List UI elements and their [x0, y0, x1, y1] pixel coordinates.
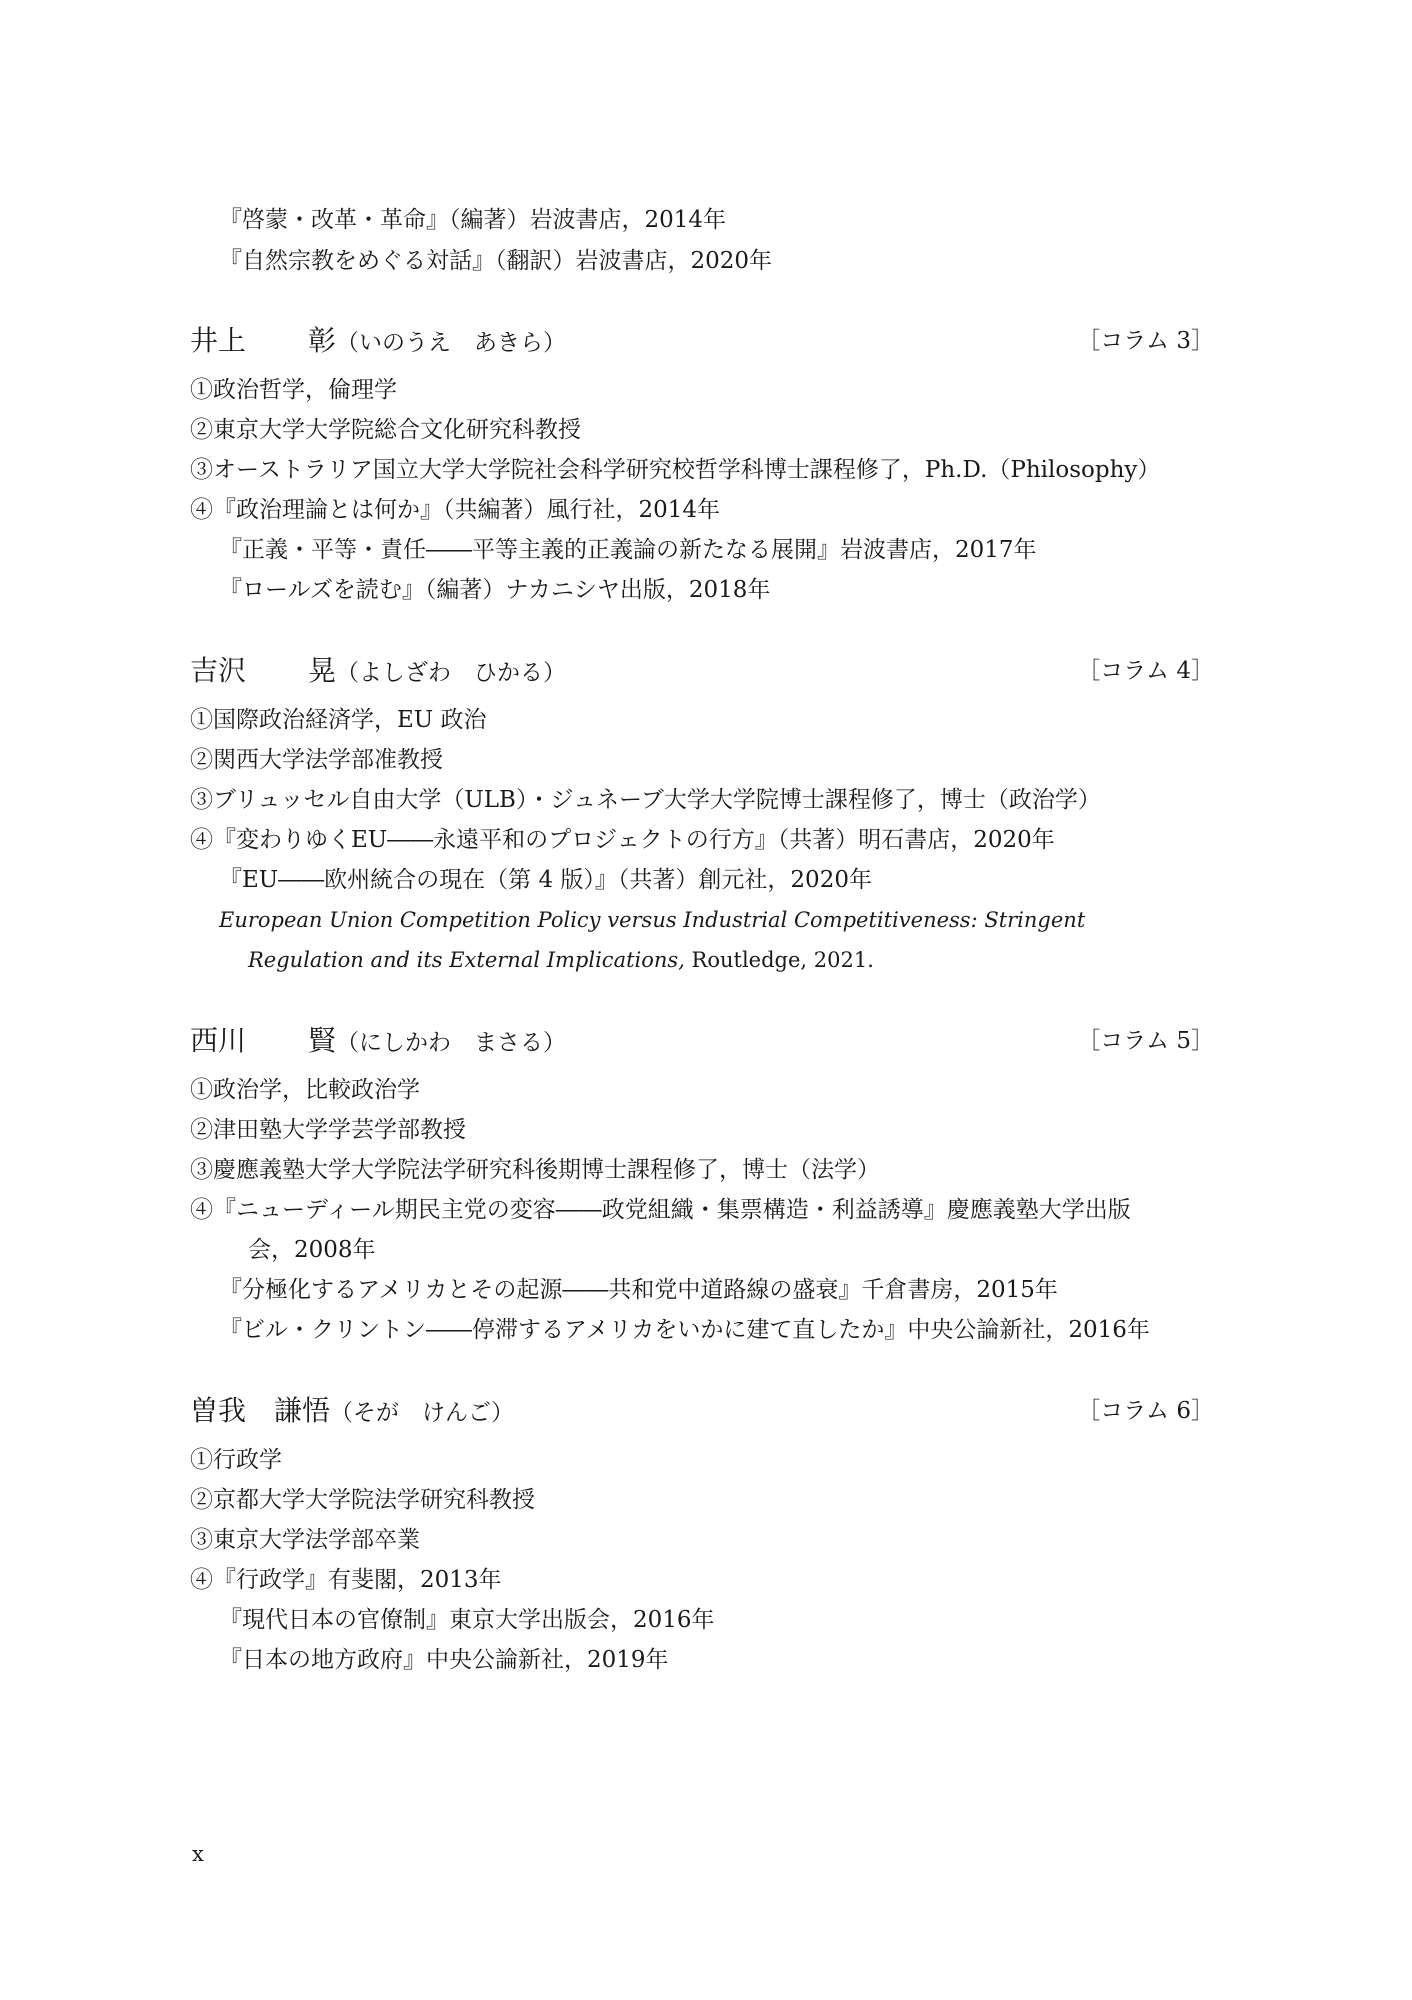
author-surname: 吉沢	[190, 654, 247, 687]
soga-position: ②京都大学大学院法学研究科教授	[190, 1487, 535, 1513]
author-reading: （そが けんご）	[330, 1400, 515, 1426]
inoue-field: ①政治哲学，倫理学	[190, 377, 397, 403]
nishikawa-education: ③慶應義塾大学大学院法学研究科後期博士課程修了，博士（法学）	[190, 1157, 880, 1183]
author-reading: （いのうえ あきら）	[336, 330, 567, 356]
nishikawa-work-2: 『分極化するアメリカとその起源――共和党中道路線の盛衰』千倉書房，2015年	[219, 1277, 1058, 1303]
nishikawa-work-1: ④『ニューディール期民主党の変容――政党組織・集票構造・利益誘導』慶應義塾大学出版	[190, 1197, 1131, 1223]
yoshizawa-field: ①国際政治経済学，EU 政治	[190, 707, 487, 733]
intro-work-1: 『啓蒙・改革・革命』（編著）岩波書店，2014年	[219, 207, 727, 233]
author-surname: 井上	[190, 324, 247, 357]
yoshizawa-work-2: 『EU――欧州統合の現在（第 4 版）』（共著）創元社，2020年	[219, 867, 872, 893]
nishikawa-position: ②津田塾大学学芸学部教授	[190, 1117, 466, 1143]
yoshizawa-education: ③ブリュッセル自由大学（ULB）・ジュネーブ大学大学院博士課程修了，博士（政治学）	[190, 787, 1101, 813]
soga-work-3: 『日本の地方政府』中央公論新社，2019年	[219, 1647, 669, 1673]
author-name-nishikawa	[190, 1023, 566, 1061]
nishikawa-work-1-cont: 会，2008年	[248, 1237, 376, 1263]
nishikawa-field: ①政治学，比較政治学	[190, 1077, 420, 1103]
intro-work-2: 『自然宗教をめぐる対話』（翻訳）岩波書店，2020年	[219, 248, 773, 274]
inoue-education: ③オーストラリア国立大学大学院社会科学研究校哲学科博士課程修了，Ph.D.（Philosophy）	[190, 457, 1161, 483]
author-reading: （よしざわ ひかる）	[336, 660, 567, 686]
inoue-work-3: 『ロールズを読む』（編著）ナカニシヤ出版，2018年	[219, 577, 771, 603]
inoue-work-2: 『正義・平等・責任――平等主義的正義論の新たなる展開』岩波書店，2017年	[219, 537, 1037, 563]
soga-work-2: 『現代日本の官僚制』東京大学出版会，2016年	[219, 1607, 715, 1633]
yoshizawa-work-3-title: European Union Competition Policy versus Industrial Competitiveness: Stringent	[219, 908, 1086, 932]
column-tag-5: ［コラム 5］	[1077, 1028, 1214, 1054]
author-given-name: 謙悟	[274, 1394, 331, 1427]
inoue-work-1: ④『政治理論とは何か』（共編著）風行社，2014年	[190, 497, 721, 523]
column-tag-6: ［コラム 6］	[1077, 1398, 1214, 1424]
column-tag-3: ［コラム 3］	[1077, 328, 1214, 354]
yoshizawa-work-3-publisher: Routledge, 2021.	[684, 948, 874, 972]
yoshizawa-position: ②関西大学法学部准教授	[190, 747, 443, 773]
column-tag-4: ［コラム 4］	[1077, 658, 1214, 684]
author-name-soga	[190, 1393, 514, 1431]
yoshizawa-work-1: ④『変わりゆくEU――永遠平和のプロジェクトの行方』（共著）明石書店，2020年	[190, 827, 1055, 853]
yoshizawa-work-3-title-cont: Regulation and its External Implications,	[248, 948, 685, 972]
author-given-name: 賢	[308, 1024, 337, 1057]
author-name-yoshizawa	[190, 653, 566, 691]
author-given-name: 晃	[308, 654, 337, 687]
author-reading: （にしかわ まさる）	[336, 1030, 567, 1056]
page-number: x	[192, 1842, 204, 1866]
author-name-inoue	[190, 323, 566, 361]
soga-education: ③東京大学法学部卒業	[190, 1527, 420, 1553]
author-surname: 曽我	[190, 1394, 247, 1427]
soga-field: ①行政学	[190, 1447, 282, 1473]
soga-work-1: ④『行政学』有斐閣，2013年	[190, 1567, 502, 1593]
author-surname: 西川	[190, 1024, 247, 1057]
yoshizawa-work-3-cont	[248, 945, 874, 975]
author-given-name: 彰	[308, 324, 337, 357]
inoue-position: ②東京大学大学院総合文化研究科教授	[190, 417, 581, 443]
nishikawa-work-3: 『ビル・クリントン――停滞するアメリカをいかに建て直したか』中央公論新社，2016年	[219, 1317, 1150, 1343]
